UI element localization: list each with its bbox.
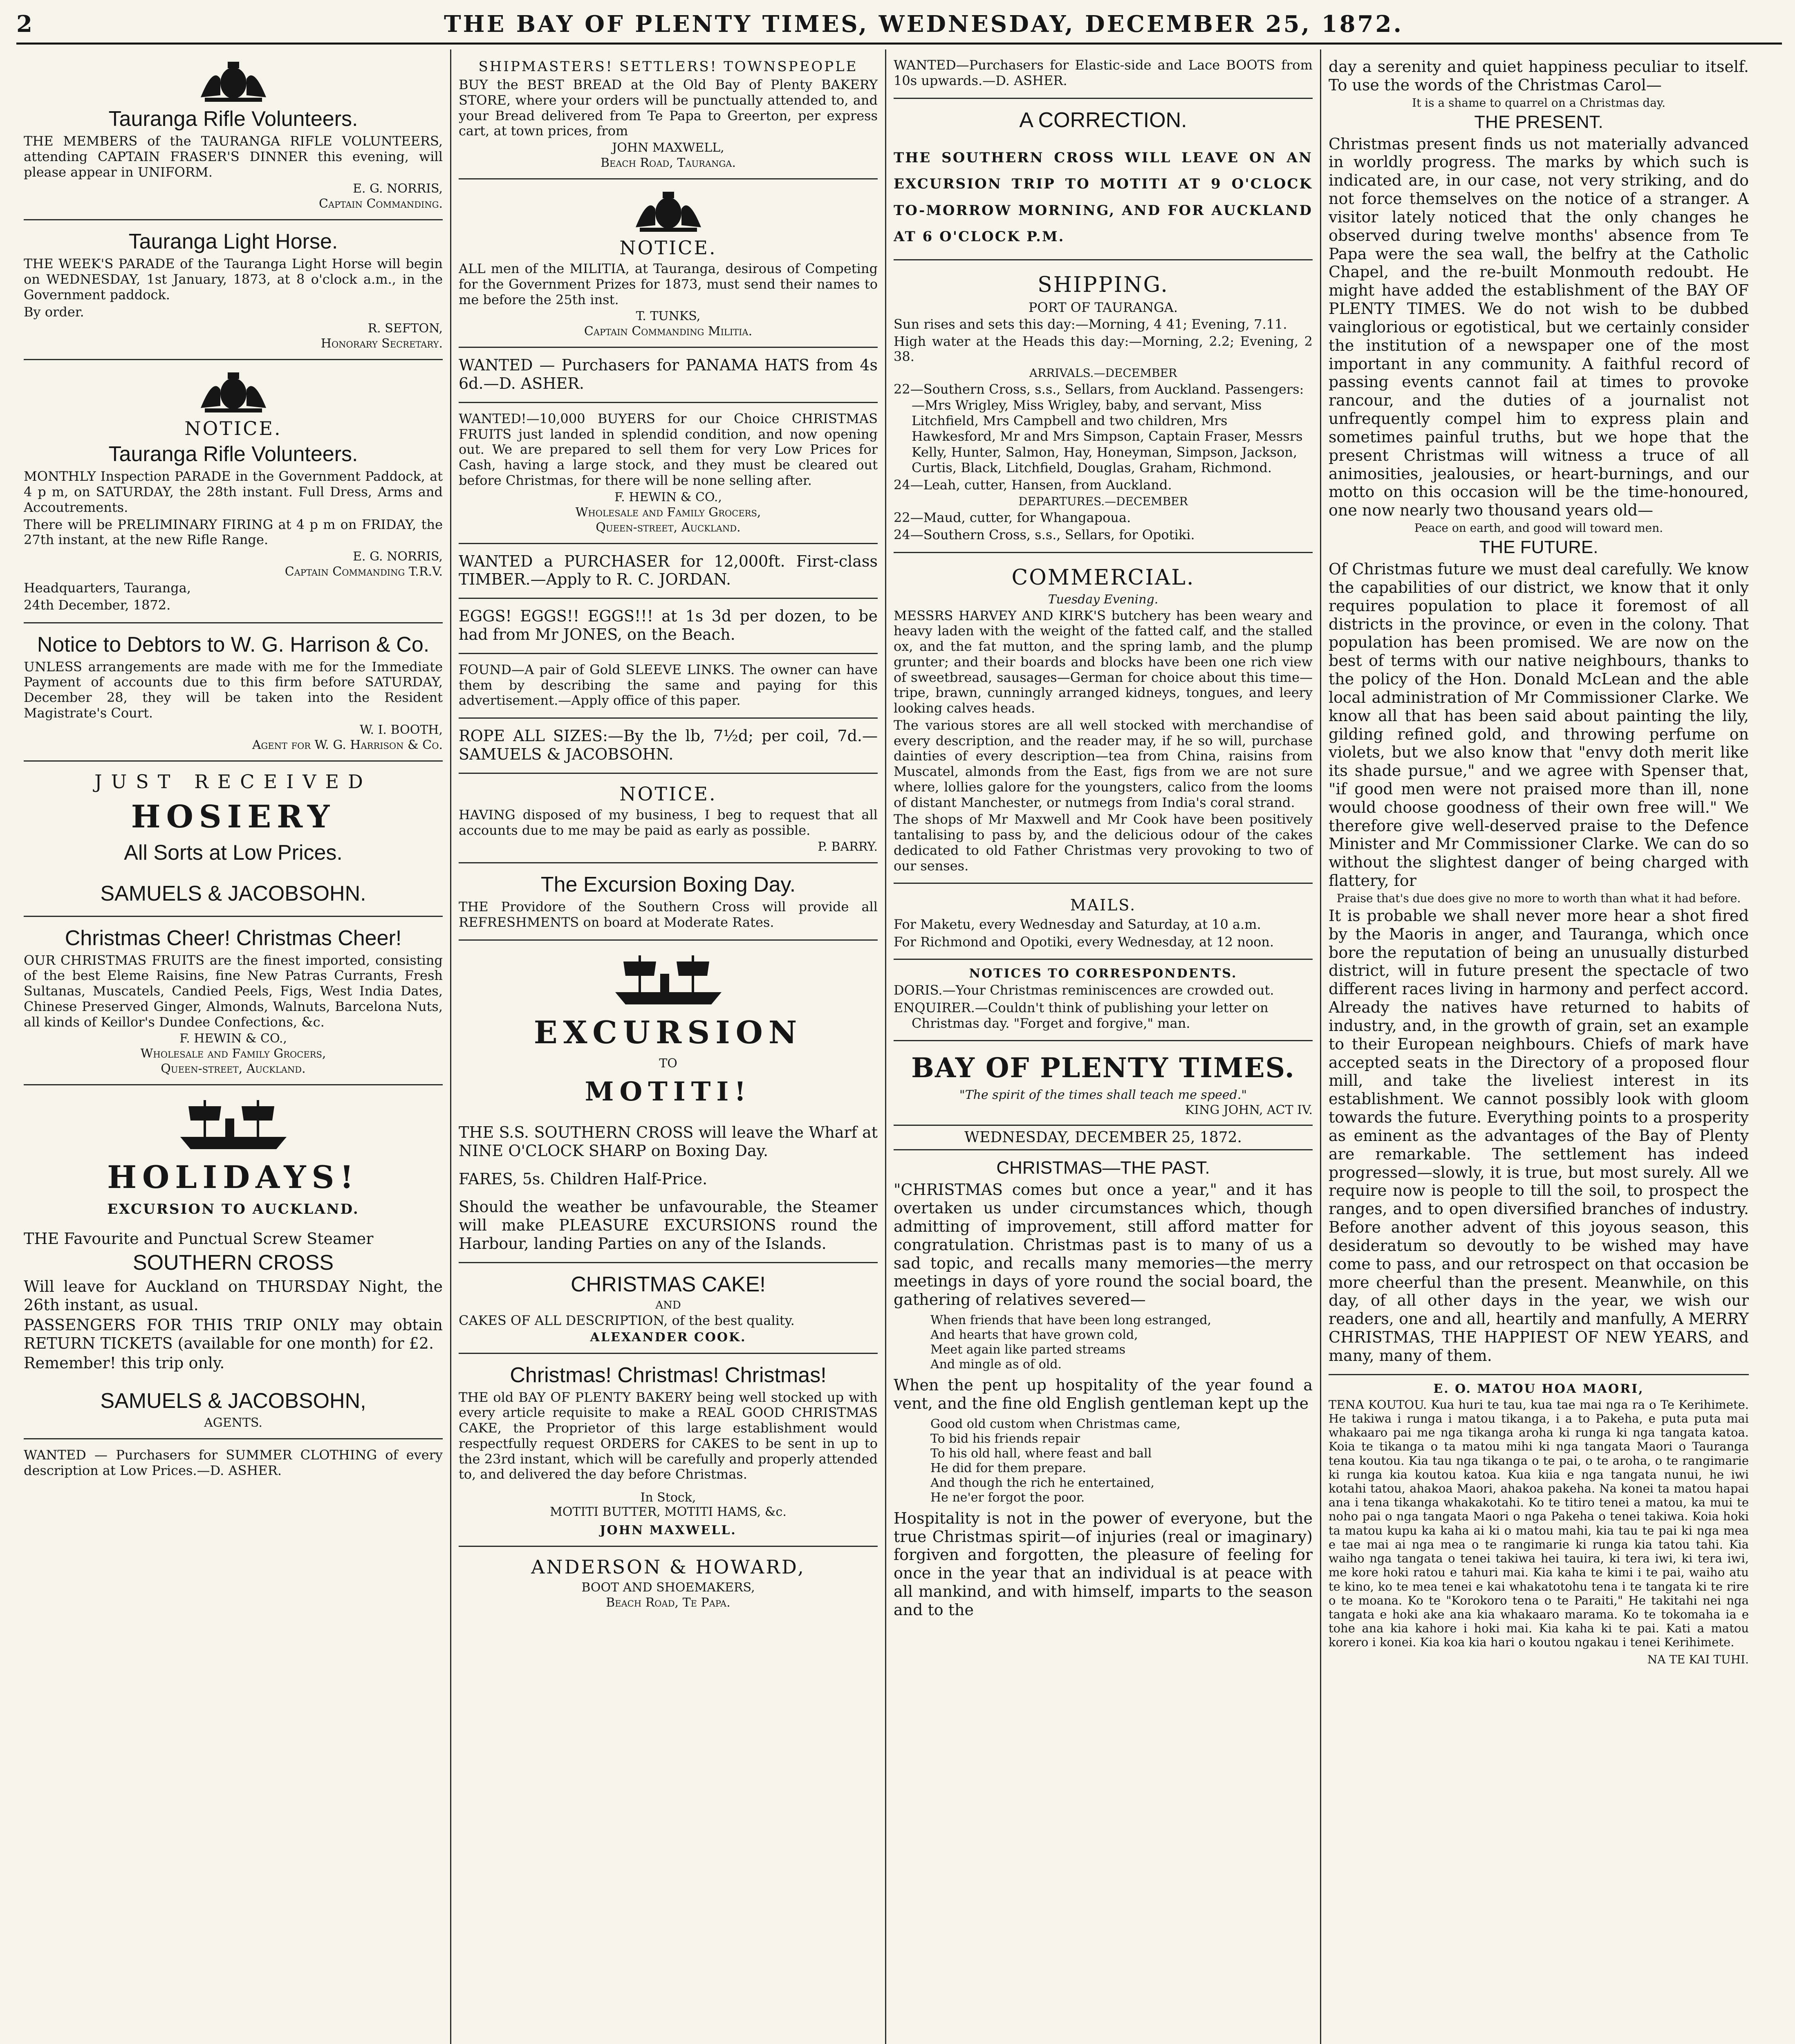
- militia-notice: [459, 179, 878, 348]
- newspaper-title: THE BAY OF PLENTY TIMES, WEDNESDAY, DECEMBER 25, 1872.: [444, 11, 1403, 38]
- column-3: [886, 49, 1321, 2044]
- columns: [16, 49, 1782, 2044]
- debtors-signature: W. I. BOOTH,: [359, 722, 443, 737]
- masthead: [16, 11, 1782, 45]
- rope-ad: [459, 719, 878, 774]
- christmas-cheer-sig-2: Wholesale and Family Grocers,: [140, 1047, 326, 1061]
- verse-line: And mingle as of old.: [930, 1357, 1062, 1372]
- column-1: [16, 49, 451, 2044]
- christmas-bakery-ad: [459, 1354, 878, 1547]
- mail-entry: For Maketu, every Wednesday and Saturday, at 10 a.m.: [894, 917, 1261, 932]
- trv-signature: E. G. NORRIS,: [353, 182, 443, 196]
- tlh-rank: Honorary Secretary.: [320, 336, 443, 351]
- christmas-past-body-3: Hospitality is not in the power of everyone, but the true Christmas spirit—of injuries (real or imaginary) forgiven and forgotten, the pleasure of feeling for once in the year that an individual is at peace with all mankind, and with himself, imparts to the season and to the: [894, 1509, 1313, 1619]
- tlh-title: Tauranga Light Horse.: [128, 230, 338, 254]
- timber-ad: [459, 544, 878, 599]
- hosiery-signature: SAMUELS & JACOBSOHN.: [100, 881, 366, 905]
- hosiery-ad: [24, 762, 443, 917]
- trv-rank: Captain Commanding.: [318, 197, 443, 211]
- editorial-section: [894, 1041, 1313, 1628]
- column-2: [451, 49, 886, 2044]
- commercial-body-3: The shops of Mr Maxwell and Mr Cook have been positively tantalising to pass by, and the delicious odour of the cakes dedicated to old Father Christmas very provoking to two of our senses.: [894, 811, 1313, 874]
- christmas-bakery-stock-2: MOTITI BUTTER, MOTITI HAMS, &c.: [550, 1505, 787, 1520]
- holidays-body-3: PASSENGERS FOR THIS TRIP ONLY may obtain RETURN TICKETS (available for one month) for £2.: [24, 1316, 443, 1352]
- correspondent-note: ENQUIRER.—Couldn't think of publishing your letter on Christmas day. "Forget and forgive," man.: [894, 1000, 1268, 1031]
- barry-signature: P. BARRY.: [818, 840, 878, 854]
- debtors-body: UNLESS arrangements are made with me for the Immediate Payment of accounts due to this firm before SATURDAY, December 28, they will be taken into the Resident Magistrate's Court.: [24, 659, 443, 721]
- sun-times: Sun rises and sets this day:—Morning, 4 41; Evening, 7.11.: [894, 316, 1287, 332]
- commercial-section: [894, 553, 1313, 884]
- christmas-present-title: THE PRESENT.: [1474, 112, 1603, 132]
- verse-line: Meet again like parted streams: [930, 1342, 1126, 1357]
- excursion-body-1: THE S.S. SOUTHERN CROSS will leave the Wharf at NINE O'CLOCK SHARP on Boxing Day.: [459, 1123, 878, 1160]
- holidays-heading: HOLIDAYS!: [107, 1159, 359, 1196]
- holidays-body-4: Remember! this trip only.: [24, 1354, 225, 1372]
- buyers-body: WANTED!—10,000 BUYERS for our Choice CHRISTMAS FRUITS just landed in splendid condition, and now opening out. We are prepared to sell them for very Low Prices for Cash, having a large stock, and they must be cleared out before Christmas, for there will be none selling after.: [459, 410, 878, 488]
- christmas-cheer-sig-3: Queen-street, Auckland.: [161, 1062, 306, 1076]
- excursion-to: TO: [659, 1056, 677, 1071]
- departure-entry: 22—Maud, cutter, for Whangapoua.: [894, 509, 1131, 525]
- christmas-cake-signature: ALEXANDER COOK.: [590, 1330, 746, 1345]
- christmas-past-verse-2: [894, 1417, 1313, 1505]
- shipping-title: SHIPPING.: [1038, 272, 1169, 297]
- holidays-ship-name: SOUTHERN CROSS: [132, 1251, 334, 1275]
- christmas-cheer-sig-1: F. HEWIN & CO.,: [179, 1031, 287, 1046]
- bread-body: BUY the BEST BREAD at the Old Bay of Plenty BAKERY STORE, where your orders will be punctually attended to, and your Bread delivered from Te Papa to Greerton, per express cart, at town prices, from: [459, 77, 878, 139]
- hosiery-line-2: All Sorts at Low Prices.: [124, 840, 343, 865]
- panama-hats-body: WANTED — Purchasers for PANAMA HATS from 4s 6d.—D. ASHER.: [459, 356, 878, 393]
- christmas-bakery-stock-1: In Stock,: [640, 1490, 696, 1505]
- christmas-future-body-1: Of Christmas future we must deal carefully. We know the capabilities of our district, we know that it only requires population to place it foremost of all districts in the province, or even in the colony. That population has been promised. We are now on the best of terms with our native neighbours, thanks to the policy of the Hon. Donald McLean and the able local administration of Mr Commissioner Clarke. We know all that has been said about painting the lily, gilding refined gold, and throwing perfume on violets, but we also know that "envy doth merit like its shade pursue," and we agree with Spenser that, "if good men were not praised more than ill, none would choose goodness of their own free will." We therefore give well-deserved praise to the Defence Minister and Mr Commissioner Clarke. We can do so without the slightest danger of being charged with flattery, for: [1329, 560, 1749, 890]
- bread-sig-2: Beach Road, Tauranga.: [600, 156, 736, 170]
- correction-title: A CORRECTION.: [1019, 108, 1187, 132]
- christmas-bakery-body: THE old BAY OF PLENTY BAKERY being well stocked up with every article requisite to make a REAL GOOD CHRISTMAS CAKE, the Proprietor of this large establishment would respectfully request ORDERS for CAKES to be sent in up to the 23rd instant, which will be carefully and properly attended to, and delivered the day before Christmas.: [459, 1389, 878, 1482]
- christmas-past-title: CHRISTMAS—THE PAST.: [996, 1158, 1210, 1178]
- maori-address-title: E. O. MATOU HOA MAORI,: [1433, 1381, 1644, 1396]
- royal-crest-icon: [627, 188, 709, 233]
- commercial-title: COMMERCIAL.: [1011, 565, 1195, 590]
- militia-sig-2: Captain Commanding Militia.: [584, 324, 753, 339]
- praise-quote: Praise that's due does give no more to worth than what it had before.: [1336, 891, 1741, 905]
- militia-body: ALL men of the MILITIA, at Tauranga, desirous of Competing for the Government Prizes for 1873, must send their names to me before the 25th inst.: [459, 261, 878, 307]
- christmas-bakery-signature: JOHN MAXWELL.: [600, 1523, 737, 1538]
- debtors-title: Notice to Debtors to W. G. Harrison & Co.: [37, 632, 430, 657]
- barry-notice: [459, 774, 878, 864]
- holidays-sig-1: SAMUELS & JACOBSOHN,: [100, 1389, 366, 1413]
- excursion-destination: MOTITI!: [585, 1076, 752, 1107]
- christmas-present-body: Christmas present finds us not materially advanced in worldly progress. The marks by which such is indicated are, in our case, not very striking, and do not force themselves on the notice of a stranger. A visitor lately noticed that the only changes he observed during twelve months' absence from Te Papa were the sea wall, the belfry at the Catholic Chapel, and the re-built Monmouth redoubt. He might have added the establishment of the BAY OF PLENTY TIMES. We do not wish to be dubbed vainglorious or egotistical, but we certainly consider the institution of a newspaper one of the most important in any community. A faithful record of passing events cannot fail at times to provoke rancour, and the duties of a journalist not unfrequently compel him to express plain and sometimes painful truths, but we hope that the present Christmas will witness a truce of all animosities, jealousies, or heart-burnings, and our motto on this occasion will be the time-honoured, one now nearly two thousand years old—: [1329, 134, 1749, 520]
- port-name: PORT OF TAURANGA.: [1028, 299, 1178, 315]
- correction-body: THE SOUTHERN CROSS WILL LEAVE ON AN EXCURSION TRIP TO MOTITI AT 9 O'CLOCK TO-MORROW MORNING, AND FOR AUCKLAND AT 6 O'CLOCK P.M.: [894, 149, 1313, 245]
- correction-notice: [894, 99, 1313, 260]
- trv2-signature: E. G. NORRIS,: [353, 549, 443, 564]
- trv2-title: Tauranga Rifle Volunteers.: [108, 442, 358, 466]
- militia-sig-1: T. TUNKS,: [636, 309, 701, 324]
- debtors-notice: [24, 623, 443, 762]
- royal-crest-icon: [193, 58, 274, 103]
- verse-line: When friends that have been long estranged,: [930, 1313, 1212, 1328]
- verse-line: Good old custom when Christmas came,: [930, 1416, 1181, 1431]
- christmas-cake-title: CHRISTMAS CAKE!: [571, 1272, 766, 1296]
- editorial-motto-attribution: KING JOHN, ACT IV.: [1185, 1103, 1313, 1118]
- steamship-icon: [607, 951, 730, 1009]
- verse-line: And hearts that have grown cold,: [930, 1328, 1138, 1342]
- bread-heading: SHIPMASTERS! SETTLERS! TOWNSPEOPLE: [478, 58, 858, 75]
- trv2-rank: Captain Commanding T.R.V.: [285, 565, 443, 579]
- editorial-date: WEDNESDAY, DECEMBER 25, 1872.: [894, 1125, 1313, 1150]
- christmas-bakery-title: Christmas! Christmas! Christmas!: [510, 1363, 827, 1387]
- christmas-cake-and: AND: [655, 1299, 681, 1311]
- correspondents-title: NOTICES TO CORRESPONDENTS.: [969, 966, 1237, 981]
- page-number: 2: [16, 11, 32, 38]
- verse-line: To his old hall, where feast and ball: [930, 1446, 1152, 1461]
- bread-ad: [459, 49, 878, 179]
- eggs-ad: [459, 599, 878, 654]
- holidays-subheading: EXCURSION TO AUCKLAND.: [107, 1201, 359, 1218]
- found-ad: [459, 654, 878, 719]
- boxing-day-ad: [459, 863, 878, 941]
- trv2-place: Headquarters, Tauranga,: [24, 580, 191, 596]
- verse-line: And though the rich he entertained,: [930, 1475, 1154, 1490]
- maori-address-signature: NA TE KAI TUHI.: [1647, 1652, 1749, 1666]
- tlh-body: THE WEEK'S PARADE of the Tauranga Light Horse will begin on WEDNESDAY, 1st January, 1873, at 8 o'clock a.m., in the Government paddock.: [24, 256, 443, 303]
- notice-label: NOTICE.: [619, 237, 717, 259]
- trv-body: THE MEMBERS of the TAURANGA RIFLE VOLUNTEERS, attending CAPTAIN FRASER'S DINNER this evening, will please appear in UNIFORM.: [24, 133, 443, 180]
- holidays-body-2: Will leave for Auckland on THURSDAY Night, the 26th instant, as usual.: [24, 1278, 443, 1314]
- editorial-continued-body: day a serenity and quiet happiness peculiar to itself. To use the words of the Christmas Carol—: [1329, 58, 1749, 94]
- verse-line: He did for them prepare.: [930, 1461, 1087, 1475]
- royal-crest-icon: [193, 369, 274, 414]
- anderson-howard-address: Beach Road, Te Papa.: [606, 1596, 731, 1610]
- holidays-sig-2: AGENTS.: [204, 1416, 262, 1430]
- christmas-past-verse-1: [894, 1313, 1313, 1372]
- commercial-body-2: The various stores are all well stocked with merchandise of every description, and the reader may, if he so will, purchase dainties of every description—tea from China, raisins from Muscatel, almonds from the East, figs from we are not sure where, lollies galore for the youngsters, calico from the looms of distant Manchester, or nutmegs from India's coral strand.: [894, 717, 1313, 810]
- arrival-entry: 24—Leah, cutter, Hansen, from Auckland.: [894, 477, 1172, 493]
- mails-title: MAILS.: [1070, 896, 1136, 914]
- correspondent-note: DORIS.—Your Christmas reminiscences are crowded out.: [894, 982, 1274, 998]
- steamship-icon: [172, 1096, 295, 1153]
- christmas-cheer-body: OUR CHRISTMAS FRUITS are the finest imported, consisting of the best Eleme Raisins, fine New Patras Currants, Fresh Sultanas, Muscatels, Candied Peels, Figs, West India Dates, Chinese Preserved Ginger, Almonds, Walnuts, Barcelona Nuts, all kinds of Keillor's Dundee Confections, &c.: [24, 952, 443, 1030]
- barry-body: HAVING disposed of my business, I beg to request that all accounts due to me may be paid as early as possible.: [459, 807, 878, 838]
- carol-quote: It is a shame to quarrel on a Christmas day.: [1412, 96, 1665, 110]
- column-4: [1321, 49, 1756, 2044]
- verse-line: He ne'er forgot the poor.: [930, 1490, 1085, 1505]
- debtors-agent: Agent for W. G. Harrison & Co.: [252, 737, 443, 752]
- mail-entry: For Richmond and Opotiki, every Wednesday, at 12 noon.: [894, 934, 1274, 950]
- editorial-continued: [1329, 49, 1749, 1375]
- notice-label: NOTICE.: [619, 782, 717, 805]
- christmas-cheer-title: Christmas Cheer! Christmas Cheer!: [65, 926, 402, 950]
- buyers-sig-3: Queen-street, Auckland.: [596, 520, 741, 535]
- excursion-body-2: Should the weather be unfavourable, the Steamer will make PLEASURE EXCURSIONS round the Harbour, landing Parties on any of the Islands.: [459, 1198, 878, 1253]
- bread-sig-1: JOHN MAXWELL,: [612, 141, 724, 155]
- trv2-body-2: There will be PRELIMINARY FIRING at 4 p m on FRIDAY, the 27th instant, at the new Rifle Range.: [24, 516, 443, 548]
- christmas-future-title: THE FUTURE.: [1479, 537, 1598, 558]
- editorial-motto: "The spirit of the times shall teach me speed.": [959, 1088, 1247, 1103]
- rope-body: ROPE ALL SIZES:—By the lb, 7½d; per coil, 7d.—SAMUELS & JACOBSOHN.: [459, 727, 878, 764]
- holidays-body-1: THE Favourite and Punctual Screw Steamer: [24, 1230, 374, 1248]
- anderson-howard-trade: BOOT AND SHOEMAKERS,: [581, 1580, 755, 1595]
- tlh-order: By order.: [24, 304, 84, 320]
- excursion-fares: FARES, 5s. Children Half-Price.: [459, 1170, 708, 1188]
- anderson-howard-ad: [459, 1547, 878, 1618]
- buyers-ad: [459, 403, 878, 544]
- summer-clothing-body: WANTED — Purchasers for SUMMER CLOTHING of every description at Low Prices.—D. ASHER.: [24, 1447, 443, 1478]
- arrivals-heading: ARRIVALS.—DECEMBER: [1029, 366, 1177, 380]
- hosiery-heading: HOSIERY: [131, 798, 336, 835]
- christmas-past-body-2: When the pent up hospitality of the year found a vent, and the fine old English gentleman kept up the: [894, 1376, 1313, 1412]
- departures-heading: DEPARTURES.—DECEMBER: [1018, 494, 1188, 508]
- shipping-section: [894, 260, 1313, 553]
- trv-parade-notice: [24, 360, 443, 623]
- boxing-day-title: The Excursion Boxing Day.: [540, 873, 796, 897]
- trv2-date: 24th December, 1872.: [24, 597, 171, 613]
- trv2-body-1: MONTHLY Inspection PARADE in the Government Paddock, at 4 p m, on SATURDAY, the 28th instant. Full Dress, Arms and Accoutrements.: [24, 468, 443, 515]
- excursion-heading: EXCURSION: [533, 1014, 803, 1051]
- tlh-signature: R. SEFTON,: [368, 321, 443, 336]
- christmas-future-body-2: It is probable we shall never more hear a shot fired by the Maoris in anger, and Tauranga, which once bore the reputation of being an unusually disturbed district, will in future present the spectacle of two different races living in harmony and perfect accord. Already the natives have returned to habits of industry, and, in the growth of grain, set an example to their European neighbours. Chiefs of mark have accepted seats in the Directory of a proposed flour mill, and take the liveliest interest in its establishment. We cannot possibly look with gloom towards the future. Everything points to a prosperity as eminent as the advantages of the Bay of Plenty are remarkable. The settlement has indeed progressed—slowly, it is true, but most surely. All we require now is people to till the soil, to prospect the ranges, and to open diversified branches of industry. Before another advent of this joyous season, this desideratum so devoutly to be wished may have come to pass, and our retrospect on that occasion be more cheerful than the present. Meanwhile, on this day, of all other days in the year, we wish our readers, one and all, heartily and manfully, A MERRY CHRISTMAS, THE HAPPIEST OF NEW YEARS, and many, many of them.: [1329, 906, 1749, 1365]
- christmas-cheer-ad: [24, 917, 443, 1086]
- verse-line: To bid his friends repair: [930, 1431, 1080, 1446]
- anderson-howard-title: ANDERSON & HOWARD,: [531, 1556, 805, 1578]
- christmas-cake-body: CAKES OF ALL DESCRIPTION, of the best quality.: [459, 1312, 795, 1328]
- holidays-ad: [24, 1085, 443, 1439]
- commercial-body-1: MESSRS HARVEY AND KIRK'S butchery has been weary and heavy laden with the weight of the fatted calf, and the stalled ox, and the fat mutton, and the spring lamb, and the plump grunter; and their boards and blocks have been one rich view of sweetbread, sausages—German for choice about this time—tripe, brawn, cunningly arranged kidneys, tongues, and leery looking calves heads.: [894, 607, 1313, 716]
- boxing-day-body: THE Providore of the Southern Cross will provide all REFRESHMENTS on board at Moderate Rates.: [459, 899, 878, 930]
- eggs-body: EGGS! EGGS!! EGGS!!! at 1s 3d per dozen, to be had from Mr JONES, on the Beach.: [459, 607, 878, 644]
- christmas-past-body-1: "CHRISTMAS comes but once a year," and it has overtaken us under circumstances which, though admitting of improvement, still afford matter for congratulation. Christmas past is to many of us a sad topic, and recalls many memories—the merry meetings in days of yore round the social board, the gathering of relatives severed—: [894, 1181, 1313, 1309]
- tlh-notice: [24, 220, 443, 360]
- arrival-entry: 22—Southern Cross, s.s., Sellars, from Auckland. Passengers:—Mrs Wrigley, Miss Wrigley, baby, and servant, Miss Litchfield, Mrs Campbell and two children, Mrs Hawkesford, Mr and Mrs Simpson, Captain Fraser, Messrs Kelly, Hunter, Salmon, Hay, Honeyman, Simpson, Jackson, Curtis, Black, Litchfield, Douglas, Graham, Richmond.: [894, 381, 1304, 476]
- maori-address-body: TENA KOUTOU. Kua huri te tau, kua tae mai nga ra o Te Kerihimete. He takiwa i runga i matou tikanga, i a to Pakeha, e puta puta mai whakaaro pai me nga tikanga aroha ki runga ki nga tangata katoa. Koia te tikanga o ta matou mihi ki nga tangata Maori o Tauranga tena koutou. Kia tau nga tikanga o te pai, o te aroha, o te rangimarie ki runga kia koutou katoa. Kua kiia e nga tangata nunui, he iwi kotahi tatou, ahakoa Maori, ahakoa pakeha. Na konei ta matou hapai ana i tena tikanga whakakotahi. Ko te titiro tenei a matou, ka mui te noho pai o nga tangata Maori o nga Pakeha o tenei takiwa. Koia hoki ta matou kupu ka kaha ai ki o matou mahi, kia tau te pai ki nga mea e tae mai ai nga mea o te rangimarie ki runga kia tatou tahi. Kia waiho nga tangata o tenei takiwa hei tauira, ki tera iwi, ki tera iwi, me kore hoki ratou e tahuri mai. Kia kaha te kimi i te pai, waiho atu te kino, ko te mea tenei e kai whakatotohu tena i te tangata ki te rire o te moana. Ko te "Korokoro tena o te Paraiti," He takitahi nei nga tangata e hoki ake ana kia whakaaro marama. Ko te tokomaha ia e tohe ana kia kahore i hoki mai. Kia kaha ki te pai. Kati a matou korero i konei. Kia koa kia hari o koutou ngakau i tenei Kerihimete.: [1329, 1397, 1749, 1650]
- correspondents-section: [894, 960, 1313, 1041]
- buyers-sig-2: Wholesale and Family Grocers,: [575, 505, 761, 520]
- timber-body: WANTED a PURCHASER for 12,000ft. First-class TIMBER.—Apply to R. C. JORDAN.: [459, 552, 878, 589]
- found-body: FOUND—A pair of Gold SLEEVE LINKS. The owner can have them by describing the same and paying for this advertisement.—Apply office of this paper.: [459, 661, 878, 708]
- hosiery-line-1: JUST RECEIVED: [94, 770, 372, 793]
- trv-title: Tauranga Rifle Volunteers.: [108, 107, 358, 131]
- mails-section: [894, 884, 1313, 960]
- panama-hats-ad: [459, 348, 878, 403]
- trv-notice: [24, 49, 443, 220]
- summer-clothing-ad: [24, 1439, 443, 1488]
- high-water: High water at the Heads this day:—Morning, 2.2; Evening, 2 38.: [894, 333, 1313, 365]
- excursion-ad: [459, 941, 878, 1263]
- christmas-cake-ad: [459, 1263, 878, 1354]
- editorial-masthead: BAY OF PLENTY TIMES.: [911, 1052, 1295, 1084]
- departure-entry: 24—Southern Cross, s.s., Sellars, for Opotiki.: [894, 527, 1195, 543]
- commercial-date: Tuesday Evening.: [1048, 592, 1159, 607]
- boots-body: WANTED—Purchasers for Elastic-side and Lace BOOTS from 10s upwards.—D. ASHER.: [894, 57, 1313, 88]
- maori-address: [1329, 1375, 1749, 1674]
- boots-ad: [894, 49, 1313, 99]
- notice-label: NOTICE.: [184, 417, 282, 440]
- peace-quote: Peace on earth, and good will toward men.: [1414, 521, 1663, 535]
- buyers-sig-1: F. HEWIN & CO.,: [614, 490, 722, 504]
